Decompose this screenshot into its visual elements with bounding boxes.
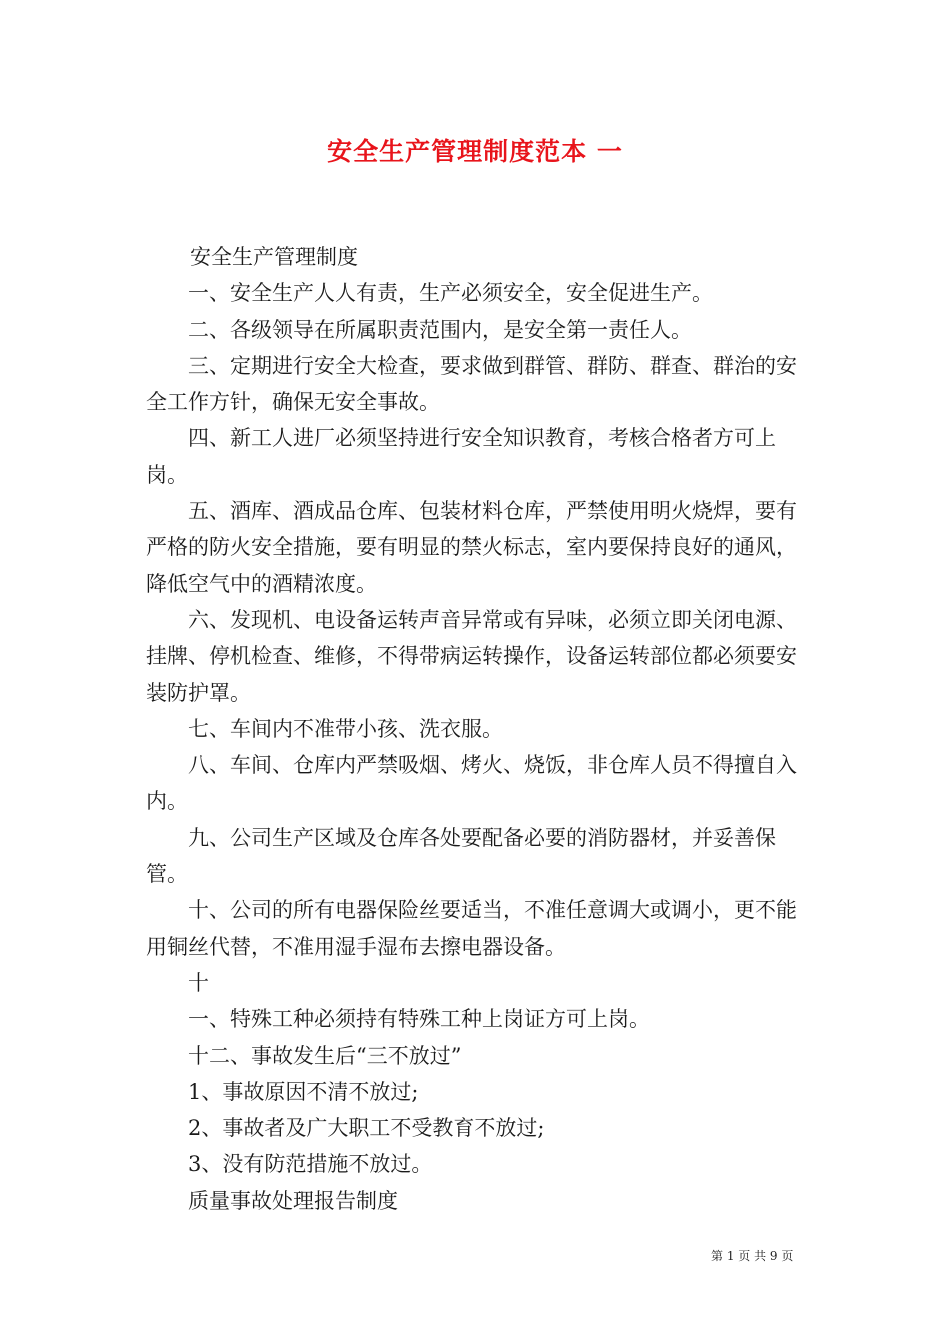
paragraph: 四、新工人进厂必须坚持进行安全知识教育，考核合格者方可上岗。	[146, 426, 776, 487]
paragraph: 十	[188, 970, 209, 995]
paragraph: 三、定期进行安全大检查，要求做到群管、群防、群查、群治的安全工作方针，确保无安全事故。	[146, 353, 797, 415]
paragraph: 一、特殊工种必须持有特殊工种上岗证方可上岗。	[188, 1007, 650, 1032]
section-heading: 安全生产管理制度	[190, 245, 358, 269]
paragraph: 一、安全生产人人有责，生产必须安全，安全促进生产。	[188, 281, 713, 306]
paragraph: 3、没有防范措施不放过。	[188, 1152, 433, 1177]
paragraph: 九、公司生产区域及仓库各处要配备必要的消防器材，并妥善保管。	[146, 825, 776, 887]
paragraph: 五、酒库、酒成品仓库、包装材料仓库，严禁使用明火烧焊，要有严格的防火安全措施，要有明显的禁火标志，室内要保持良好的通风，降低空气中的酒精浓度。	[146, 499, 797, 596]
paragraph: 1、事故原因不清不放过;	[188, 1079, 419, 1104]
page-number: 第 1 页 共 9 页	[711, 1249, 794, 1263]
paragraph: 十、公司的所有电器保险丝要适当，不准任意调大或调小，更不能用铜丝代替，不准用湿手湿布去擦电器设备。	[146, 898, 797, 959]
paragraph: 六、发现机、电设备运转声音异常或有异味，必须立即关闭电源、挂牌、停机检查、维修，不得带病运转操作，设备运转部位都必须要安装防护罩。	[146, 607, 797, 705]
document-body	[146, 239, 806, 1219]
paragraph: 二、各级领导在所属职责范围内，是安全第一责任人。	[188, 317, 692, 342]
paragraph: 十二、事故发生后“三不放过”	[188, 1043, 462, 1068]
paragraph: 七、车间内不准带小孩、洗衣服。	[188, 716, 503, 741]
paragraph: 2、事故者及广大职工不受教育不放过;	[188, 1116, 545, 1141]
paragraph: 八、车间、仓库内严禁吸烟、烤火、烧饭，非仓库人员不得擅自入内。	[146, 753, 797, 814]
paragraph: 质量事故处理报告制度	[188, 1188, 398, 1213]
document-title: 安全生产管理制度范本 一	[327, 137, 623, 166]
